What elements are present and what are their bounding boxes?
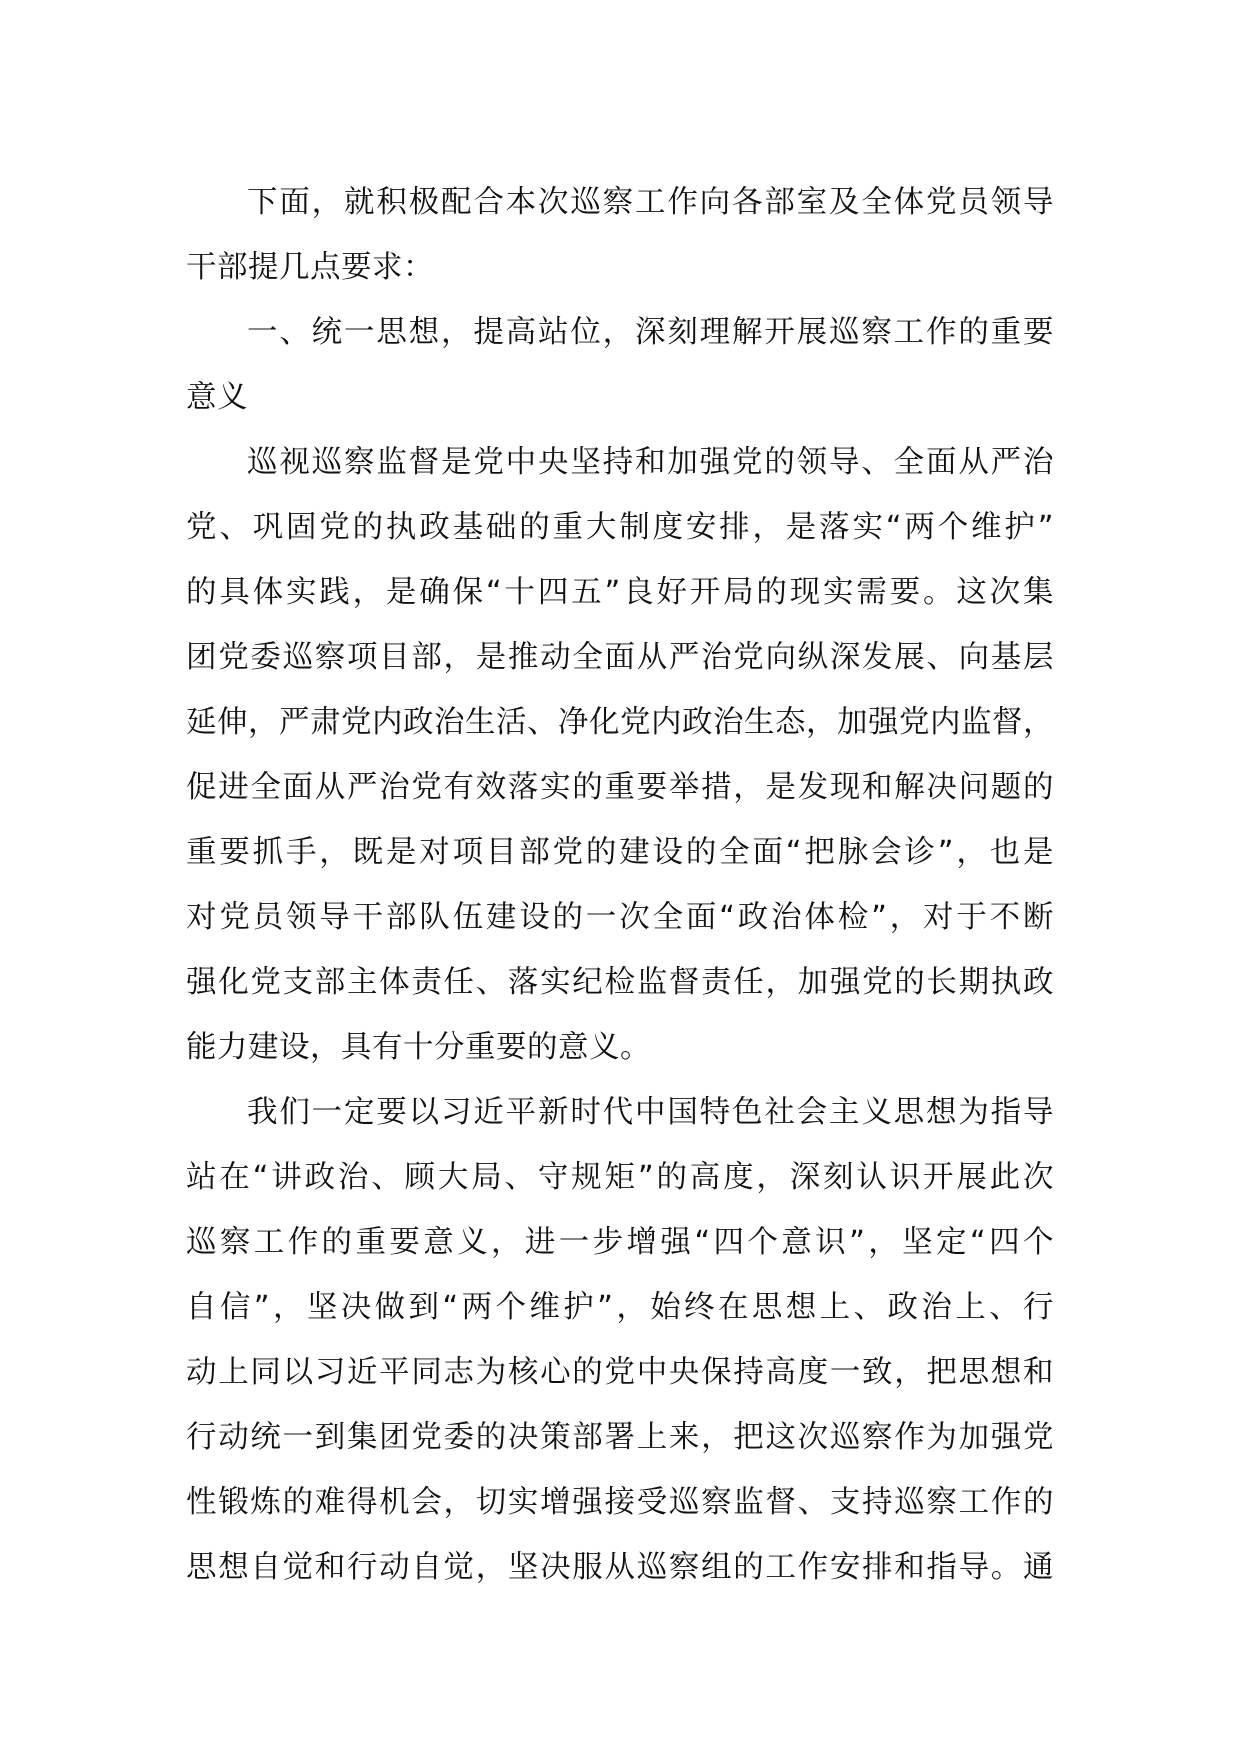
section-heading-line: 一、统一思想，提高站位，深刻理解开展巡察工作的重要 — [247, 315, 1054, 350]
paragraph-line: 思想自觉和行动自觉，坚决服从巡察组的工作安排和指导。通 — [186, 1550, 1054, 1585]
paragraph-line: 对党员领导干部队伍建设的一次全面“政治体检”，对于不断 — [186, 900, 1054, 935]
paragraph-line: 自信”，坚决做到“两个维护”，始终在思想上、政治上、行 — [186, 1290, 1054, 1325]
section-heading-line: 意义 — [186, 380, 248, 415]
paragraph-line: 行动统一到集团党委的决策部署上来，把这次巡察作为加强党 — [186, 1420, 1054, 1455]
document-body — [186, 170, 1054, 1600]
paragraph-line: 强化党支部主体责任、落实纪检监督责任，加强党的长期执政 — [186, 965, 1054, 1000]
paragraph-line: 能力建设，具有十分重要的意义。 — [186, 1030, 651, 1065]
paragraph-line: 巡视巡察监督是党中央坚持和加强党的领导、全面从严治 — [247, 445, 1054, 480]
paragraph-line: 延伸，严肃党内政治生活、净化党内政治生态，加强党内监督， — [186, 705, 1054, 740]
paragraph-line: 重要抓手，既是对项目部党的建设的全面“把脉会诊”，也是 — [186, 835, 1054, 870]
paragraph-line: 的具体实践，是确保“十四五”良好开局的现实需要。这次集 — [186, 575, 1054, 610]
paragraph-line: 团党委巡察项目部，是推动全面从严治党向纵深发展、向基层 — [186, 640, 1054, 675]
paragraph-line: 党、巩固党的执政基础的重大制度安排，是落实“两个维护” — [186, 510, 1054, 545]
paragraph-line: 巡察工作的重要意义，进一步增强“四个意识”，坚定“四个 — [186, 1225, 1054, 1260]
paragraph-line: 动上同以习近平同志为核心的党中央保持高度一致，把思想和 — [186, 1355, 1054, 1390]
paragraph-line: 性锻炼的难得机会，切实增强接受巡察监督、支持巡察工作的 — [186, 1485, 1054, 1520]
paragraph-line: 干部提几点要求： — [186, 250, 434, 285]
paragraph-line: 促进全面从严治党有效落实的重要举措，是发现和解决问题的 — [186, 770, 1054, 805]
paragraph-line: 我们一定要以习近平新时代中国特色社会主义思想为指导 — [247, 1095, 1054, 1130]
paragraph-line: 下面，就积极配合本次巡察工作向各部室及全体党员领导 — [247, 185, 1054, 220]
paragraph-line: 站在“讲政治、顾大局、守规矩”的高度，深刻认识开展此次 — [186, 1160, 1054, 1195]
